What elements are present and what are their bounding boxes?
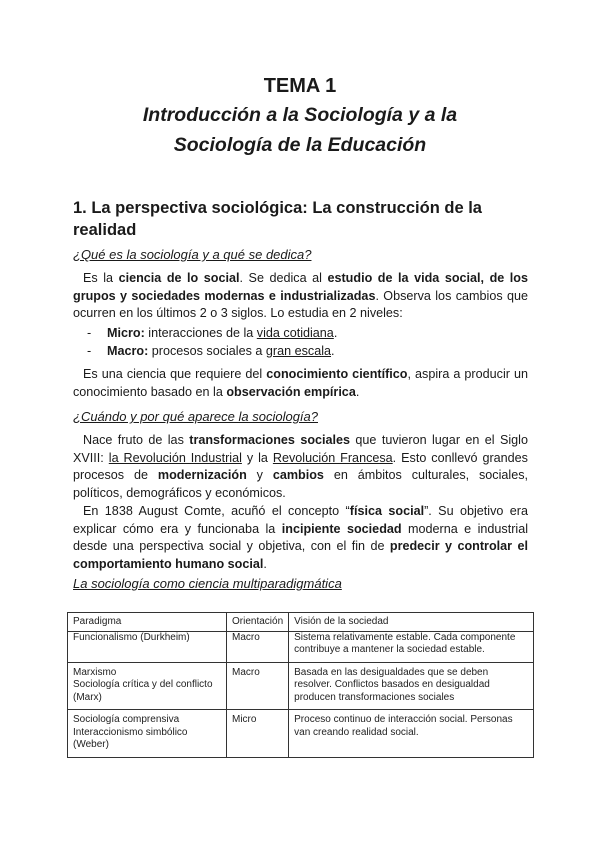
table-row <box>68 631 534 662</box>
table-cell: Macro <box>227 662 289 710</box>
table-cell: Funcionalismo (Durkheim) <box>68 631 227 662</box>
document-subtitle-line2: Sociología de la Educación <box>173 134 427 156</box>
paradigm-table <box>67 612 534 758</box>
table-header-cell: Visión de la sociedad <box>289 613 534 632</box>
document-title: TEMA 1 <box>263 75 337 97</box>
paragraph-comte: En 1838 August Comte, acuñó el concepto “física social”. Su objetivo era explicar cómo era y funcionaba la incipiente sociedad moderna e industrial desde una perspectiva social y objetiva, con el fin de predecir y controlar el comportamiento humano social. <box>73 504 529 571</box>
question-heading-2: ¿Cuándo y por qué aparece la sociología? <box>73 409 318 424</box>
paragraph-science: Es una ciencia que requiere del conocimiento científico, aspira a producir un conocimiento basado en la observación empírica. <box>73 367 528 399</box>
table-cell: Proceso continuo de interacción social. Personas van creando realidad social. <box>289 710 534 758</box>
table-cell: Marxismo Sociología crítica y del conflicto (Marx) <box>68 662 227 710</box>
table-cell: Macro <box>227 631 289 662</box>
table-cell: Sistema relativamente estable. Cada componente contribuye a mantener la sociedad estable. <box>289 631 534 662</box>
question-heading-3: La sociología como ciencia multiparadigmática <box>73 576 342 591</box>
list-item: - Micro: interacciones de la vida cotidiana. <box>87 326 338 340</box>
paragraph-definition: Es la ciencia de lo social. Se dedica al estudio de la vida social, de los grupos y sociedades modernas e industrializadas. Observa los cambios que ocurren en los últimos 2 o 3 siglos. Lo estudia en 2 niveles: <box>73 271 528 320</box>
question-heading-1: ¿Qué es la sociología y a qué se dedica? <box>73 247 312 262</box>
table-row <box>68 710 534 758</box>
table-header-cell: Paradigma <box>68 613 227 632</box>
table-cell: Sociología comprensiva Interaccionismo simbólico (Weber) <box>68 710 227 758</box>
table-header-row <box>68 613 534 632</box>
paragraph-origin: Nace fruto de las transformaciones sociales que tuvieron lugar en el Siglo XVIII: la Revolución Industrial y la Revolución Francesa. Esto conllevó grandes procesos de modernización y cambios en ámbitos culturales, sociales, políticos, demográficos y económicos. <box>73 433 529 500</box>
table-row <box>68 662 534 710</box>
document-subtitle-line1: Introducción a la Sociología y a la <box>142 104 458 126</box>
levels-list <box>87 324 337 360</box>
table-cell: Basada en las desigualdades que se deben resolver. Conflictos basados en desigualdad producen transformaciones sociales <box>289 662 534 710</box>
section-heading: 1. La perspectiva sociológica: La construcción de la realidad <box>73 199 482 239</box>
table-cell: Micro <box>227 710 289 758</box>
table-header-cell: Orientación <box>227 613 289 632</box>
list-item: - Macro: procesos sociales a gran escala. <box>87 344 335 358</box>
